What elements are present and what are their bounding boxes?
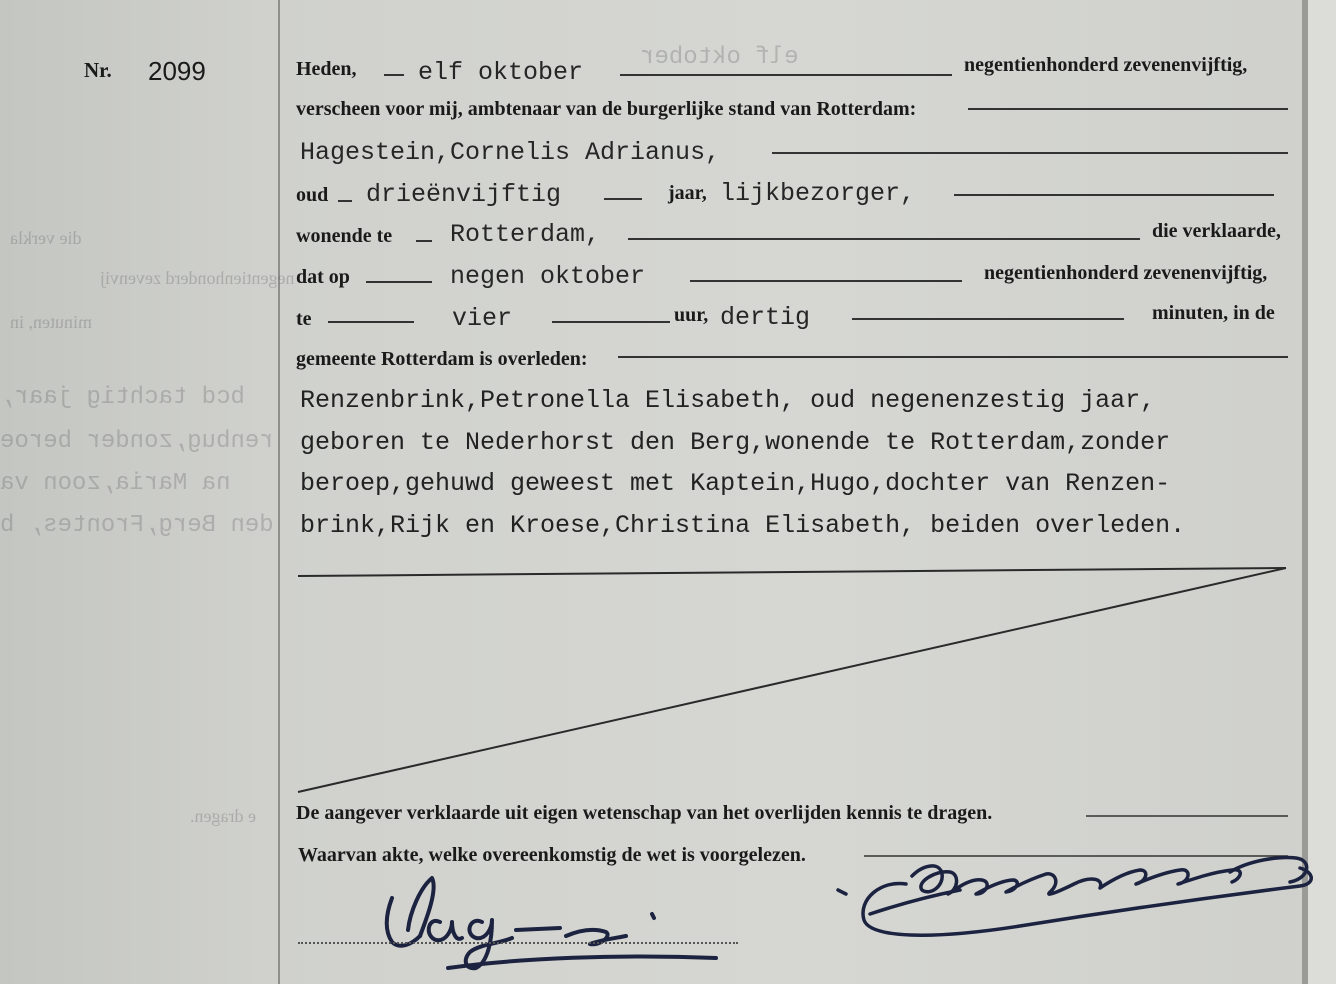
typed-date: elf oktober — [418, 58, 584, 87]
bleed-text: renbug,zonder beroe — [0, 428, 274, 455]
bleed-text: elf oktober — [640, 44, 799, 71]
typed-hour: vier — [452, 304, 513, 333]
label-year: negentienhonderd zevenenvijftig, — [964, 54, 1248, 76]
bleed-text: die verkla — [10, 228, 82, 248]
label-die-verklaarde: die verklaarde, — [1152, 220, 1281, 242]
typed-residence: Rotterdam, — [450, 220, 601, 249]
strike-diagonal — [298, 568, 1286, 792]
bleed-text: e dragen. — [190, 806, 256, 826]
record-number-label: Nr. — [84, 58, 112, 82]
typed-death-date: negen oktober — [450, 262, 646, 291]
deceased-line: geboren te Nederhorst den Berg,wonende te Rotterdam,zonder — [300, 427, 1171, 457]
label-te: te — [296, 308, 312, 330]
label-uur: uur, — [674, 304, 709, 326]
typed-declarant: Hagestein,Cornelis Adrianus, — [300, 138, 721, 167]
label-gemeente: gemeente Rotterdam is overleden: — [296, 348, 588, 370]
signature-line — [298, 942, 738, 944]
typed-occupation: lijkbezorger, — [720, 179, 916, 208]
label-dat-op: dat op — [296, 266, 350, 288]
label-wonende: wonende te — [296, 225, 393, 247]
label-verscheen: verscheen voor mij, ambtenaar van de burgerlijke stand van Rotterdam: — [296, 98, 917, 120]
label-minuten: minuten, in de — [1152, 302, 1275, 324]
typed-age: drieënvijftig — [366, 180, 562, 209]
label-heden: Heden, — [296, 58, 357, 80]
label-oud: oud — [296, 184, 329, 206]
bleed-text: na Maria,zoon va — [0, 470, 231, 497]
signature-registrar — [838, 858, 1311, 936]
record-number: 2099 — [148, 56, 206, 86]
label-waarvan: Waarvan akte, welke overeenkomstig de wet is voorgelezen. — [298, 844, 806, 866]
strike-line — [298, 568, 1286, 576]
deceased-line: Renzenbrink,Petronella Elisabeth, oud negenenzestig jaar, — [300, 386, 1156, 415]
signature-declarant — [387, 878, 716, 968]
label-jaar: jaar, — [668, 182, 707, 204]
label-aangever: De aangever verklaarde uit eigen wetenschap van het overlijden kennis te dragen. — [296, 802, 993, 824]
bleed-text: minuten, in — [10, 312, 92, 332]
deceased-line: beroep,gehuwd geweest met Kaptein,Hugo,dochter van Renzen- — [300, 469, 1171, 498]
bleed-text: den Berg,Frontes, b — [0, 512, 274, 539]
deceased-line: brink,Rijk en Kroese,Christina Elisabeth, beiden overleden. — [300, 510, 1186, 540]
bleed-text: negentienhonderd zevenvij — [100, 268, 295, 288]
bleed-text: bcd tachtig jaar, — [0, 384, 245, 411]
typed-minutes: dertig — [720, 303, 811, 332]
label-death-year: negentienhonderd zevenenvijftig, — [984, 262, 1268, 284]
